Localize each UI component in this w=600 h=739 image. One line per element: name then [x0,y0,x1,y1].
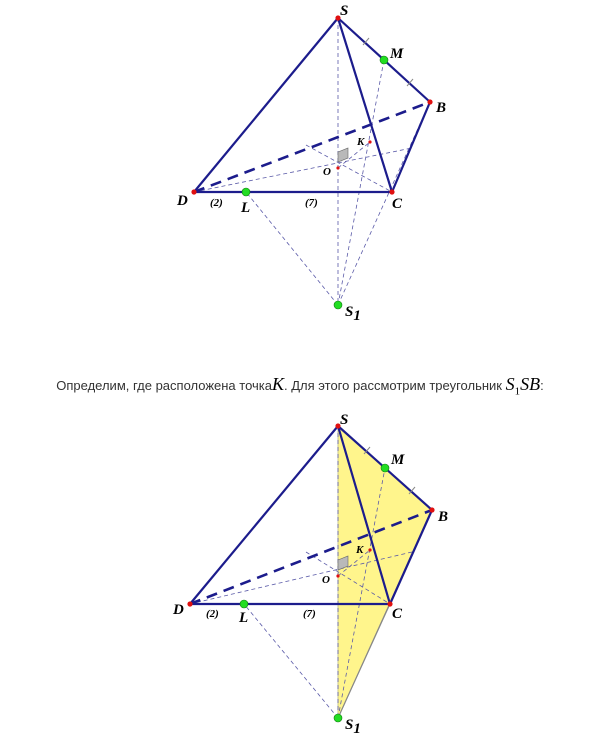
point-s1 [334,714,342,722]
label-c: C [392,606,403,622]
pyramid-figure-top [0,0,600,330]
label-s: S [340,3,349,19]
label-s1 [345,304,361,324]
label-k: K [357,136,365,148]
label-seg-dl: (2) [210,197,223,209]
line-s1-m [338,60,384,305]
caption-triangle-rest: SB [520,374,541,394]
label-s1-sub: 1 [353,308,361,324]
vertex-c [389,189,394,194]
vertex-b [429,507,434,512]
label-seg-dl: (2) [206,608,219,620]
vertex-d [187,601,192,606]
label-l: L [239,610,249,626]
label-o: O [322,574,330,586]
label-s1 [345,717,361,737]
point-m [380,56,388,64]
edge-sd [190,426,338,604]
label-m: M [391,452,405,468]
point-s1 [334,301,342,309]
right-angle-mark [338,148,348,162]
caption-text [0,374,600,398]
vertex-o [336,166,339,169]
vertex-d [191,189,196,194]
point-m [381,464,389,472]
vertex-b [427,99,432,104]
label-k: K [356,544,364,556]
constructed-points [242,56,388,309]
caption-after: : [540,378,544,393]
label-c: C [392,196,403,212]
caption-triangle-sub: 1 [514,385,521,398]
label-l: L [241,200,251,216]
pyramid-figure-bottom [0,412,600,739]
label-s1-main: S [345,304,354,320]
vertices [191,15,432,194]
caption-before: Определим, где расположена точка [56,378,273,393]
label-s1-sub: 1 [353,721,361,737]
point-l [242,188,250,196]
label-s: S [340,412,349,428]
caption-middle: . Для этого рассмотрим треугольник [284,378,502,393]
label-b: B [436,100,447,116]
label-b: B [438,509,449,525]
point-l [240,600,248,608]
vertex-k [368,548,371,551]
label-o: O [323,166,331,178]
label-seg-lc: (7) [303,608,316,620]
caption-point-k: K [272,374,285,394]
hidden-edge-db [194,102,430,192]
line-s1-l [244,604,338,718]
vertex-k [368,140,371,143]
label-m: M [390,46,404,62]
label-d: D [173,602,184,618]
caption-triangle [505,374,541,398]
visible-edges [194,18,430,192]
label-seg-lc: (7) [305,197,318,209]
label-d: D [177,193,188,209]
vertex-o [336,574,339,577]
label-s1-main: S [345,717,354,733]
caption-triangle-main: S [505,374,515,394]
line-s1-l [246,192,338,305]
